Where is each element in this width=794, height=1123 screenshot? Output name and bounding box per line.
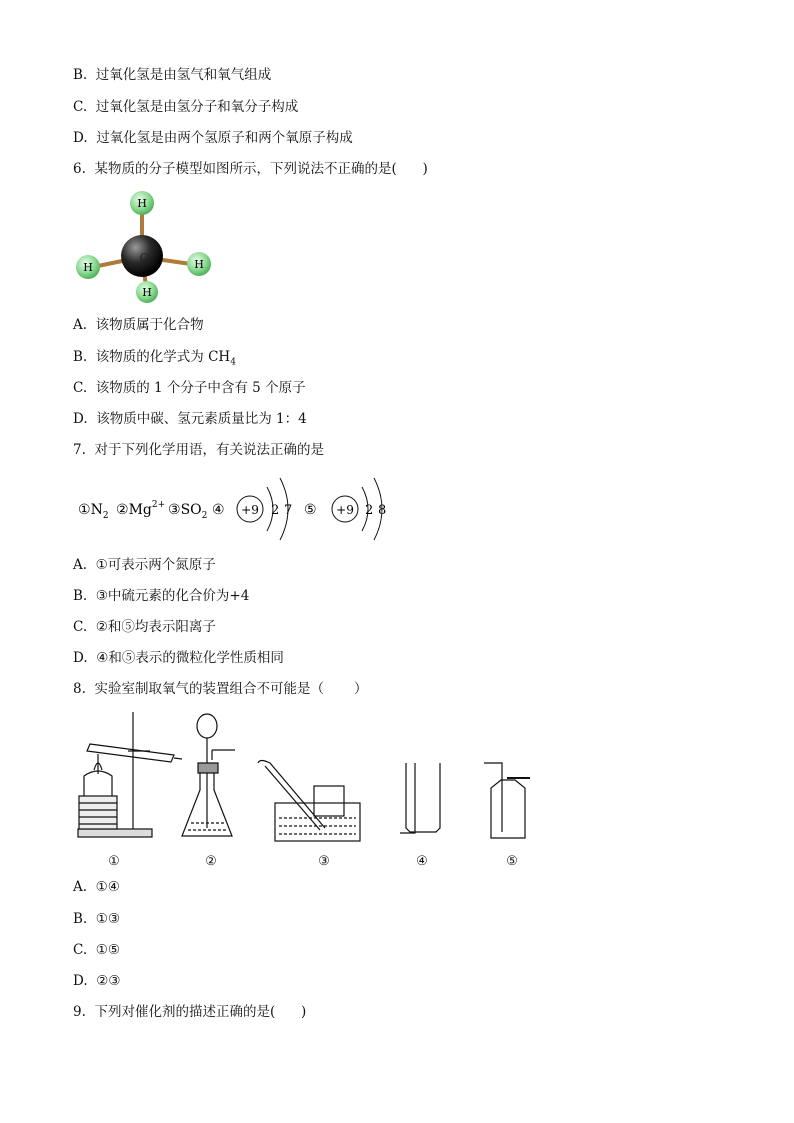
q7-stem: 7. 对于下列化学用语，有关说法正确的是 [73, 442, 324, 458]
apparatus-label-4: ④ [416, 854, 428, 869]
q6-option-d: D. 该物质中碳、氢元素质量比为 1：4 [73, 411, 307, 427]
q6-option-a: A. 该物质属于化合物 [73, 317, 204, 333]
atom-structure-diagram-5 [332, 478, 386, 540]
apparatus-label-2: ② [205, 854, 217, 869]
svg-text:8: 8 [378, 503, 387, 518]
q5-option-b: B. 过氧化氢是由氢气和氧气组成 [73, 67, 272, 83]
methane-molecule-model [70, 190, 220, 305]
hydrogen-atom-bottom [136, 281, 158, 303]
symbol-5-label: ⑤ [304, 502, 317, 518]
svg-text:2: 2 [365, 503, 374, 518]
apparatus-4-collection-bottle [400, 763, 440, 833]
q9-stem: 9. 下列对催化剂的描述正确的是( ) [73, 1004, 307, 1020]
chemical-symbols-figure [74, 474, 404, 544]
hydrogen-atom-top [130, 191, 154, 215]
q7-option-b: B. ③中硫元素的化合价为+4 [73, 588, 250, 604]
svg-text:+9: +9 [241, 503, 259, 517]
symbol-2: $②Mg^{2+}$ [116, 500, 166, 518]
apparatus-5-collection-bottle [484, 763, 530, 838]
q6-option-c: C. 该物质的 1 个分子中含有 5 个原子 [73, 380, 306, 396]
svg-text:7: 7 [284, 503, 293, 518]
q8-option-a: A. ①④ [73, 879, 120, 895]
svg-text:C: C [139, 251, 149, 264]
q5-option-d: D. 过氧化氢是由两个氢原子和两个氧原子构成 [73, 130, 353, 146]
q7-option-a: A. ①可表示两个氮原子 [73, 557, 216, 573]
symbol-4-label: ④ [212, 502, 225, 518]
svg-text:H: H [137, 197, 147, 210]
apparatus-label-3: ③ [318, 854, 330, 869]
svg-text:2: 2 [271, 503, 280, 518]
q7-option-d: D. ④和⑤表示的微粒化学性质相同 [73, 650, 284, 666]
hydrogen-atom-left [76, 255, 100, 279]
apparatus-label-1: ① [108, 854, 120, 869]
svg-text:H: H [194, 258, 204, 271]
hydrogen-atom-right [187, 252, 211, 276]
apparatus-1-heating-tube [78, 712, 182, 837]
q8-option-c: C. ①⑤ [73, 942, 120, 958]
q5-option-c: C. 过氧化氢是由氢分子和氧分子构成 [73, 99, 299, 115]
svg-text:H: H [83, 261, 93, 274]
apparatus-3-water-trough [258, 761, 360, 842]
q6-option-b: B. 该物质的化学式为 $CH_4$ [73, 349, 236, 368]
carbon-atom [121, 235, 163, 277]
q8-option-d: D. ②③ [73, 973, 121, 989]
q6-stem: 6. 某物质的分子模型如图所示，下列说法不正确的是( ) [73, 161, 428, 177]
symbol-3: $③SO_2$ [168, 502, 208, 521]
apparatus-figure [70, 708, 540, 873]
svg-text:+9: +9 [336, 503, 354, 517]
apparatus-2-erlenmeyer-flask [182, 714, 235, 836]
q8-option-b: B. ①③ [73, 911, 120, 927]
svg-text:H: H [142, 286, 152, 299]
atom-structure-diagram-4 [237, 478, 292, 540]
apparatus-label-5: ⑤ [506, 854, 518, 869]
symbol-1: $①N_2$ [78, 502, 109, 521]
q8-stem: 8. 实验室制取氧气的装置组合不可能是（ ） [73, 681, 368, 697]
q7-option-c: C. ②和⑤均表示阳离子 [73, 619, 216, 635]
